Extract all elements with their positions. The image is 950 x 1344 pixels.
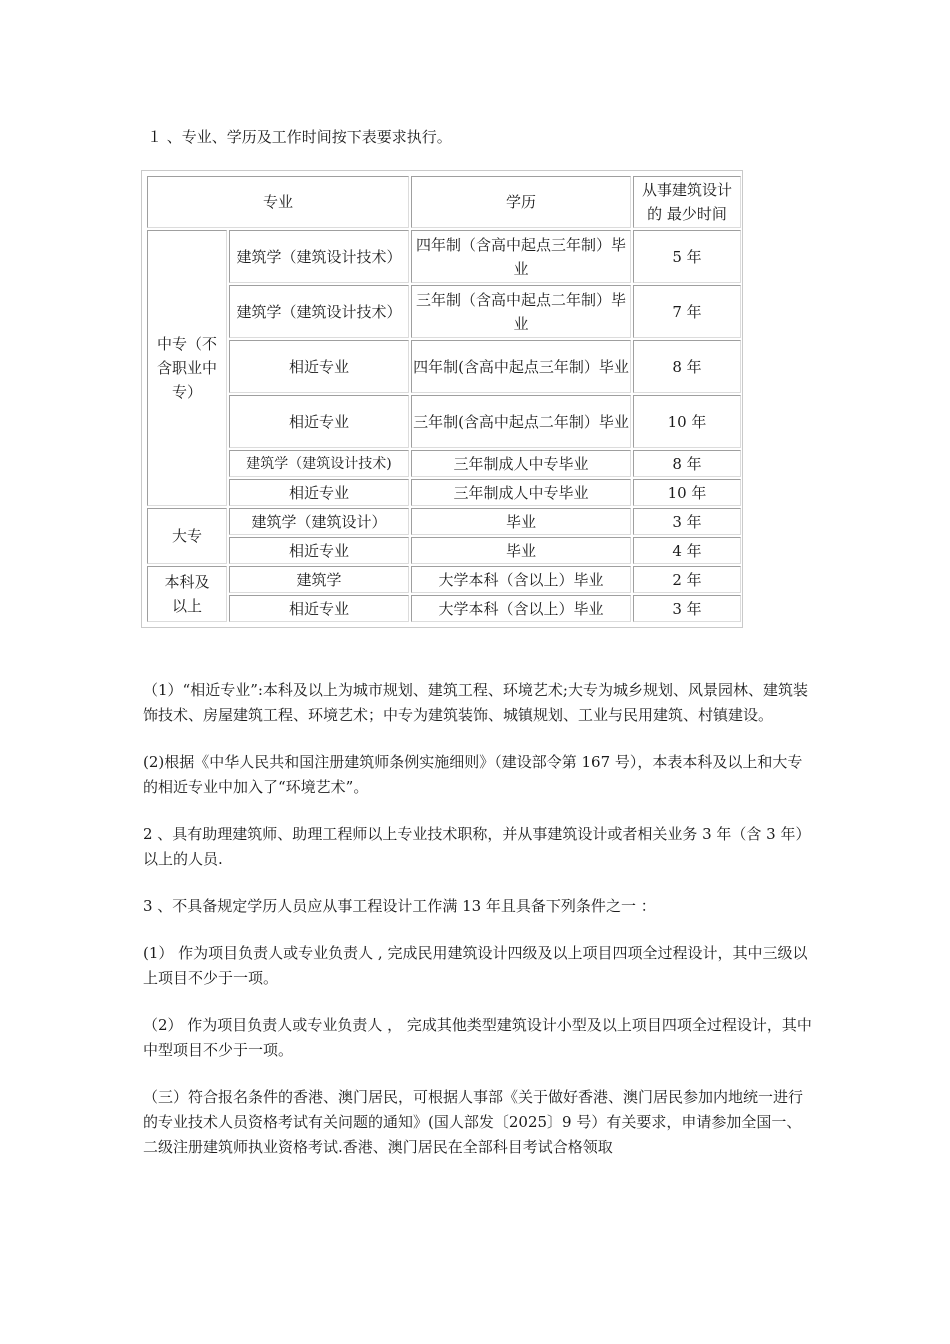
table-row [147, 595, 741, 622]
cell-education: 三年制成人中专毕业 [411, 479, 631, 506]
condition-item-1: (1） 作为项目负责人或专业负责人 , 完成民用建筑设计四级及以上项目四项全过程设计，其中三级以上项目不少于一项。 [143, 944, 808, 987]
table-row [147, 395, 741, 448]
cell-major: 建筑学（建筑设计技术) [229, 450, 409, 477]
cell-education: 三年制(含高中起点二年制）毕业 [411, 395, 631, 448]
cell-years: 7 年 [633, 285, 741, 338]
intro-heading: １ 、专业、学历及工作时间按下表要求执行。 [147, 128, 452, 146]
cell-education: 毕业 [411, 537, 631, 564]
condition-title-holders: 2 、具有助理建筑师、助理工程师以上专业技术职称，并从事建筑设计或者相关业务 3 年（含 3 年）以上的人员. [143, 825, 811, 868]
table-row [147, 230, 741, 283]
cell-education: 三年制（含高中起点二年制）毕业 [411, 285, 631, 338]
table-row [147, 340, 741, 393]
cell-major: 建筑学（建筑设计技术） [229, 230, 409, 283]
header-min-time: 从事建筑设计的 最少时间 [633, 176, 741, 228]
cell-major: 建筑学 [229, 566, 409, 593]
cell-major: 相近专业 [229, 595, 409, 622]
cell-major: 相近专业 [229, 395, 409, 448]
cell-years: 10 年 [633, 395, 741, 448]
cell-years: 2 年 [633, 566, 741, 593]
table-row [147, 566, 741, 593]
table-row [147, 285, 741, 338]
cell-years: 4 年 [633, 537, 741, 564]
cell-major: 相近专业 [229, 479, 409, 506]
cell-education: 三年制成人中专毕业 [411, 450, 631, 477]
table-row [147, 508, 741, 535]
cell-years: 8 年 [633, 340, 741, 393]
cell-major: 相近专业 [229, 340, 409, 393]
cell-major: 相近专业 [229, 537, 409, 564]
group-secondary: 中专（不含职业中专） [147, 230, 227, 506]
note-related-majors: （1）“相近专业”:本科及以上为城市规划、建筑工程、环境艺术;大专为城乡规划、风景园林、建筑装饰技术、房屋建筑工程、环境艺术；中专为建筑装饰、城镇规划、工业与民用建筑、村镇建设。 [143, 681, 808, 724]
cell-education: 四年制(含高中起点三年制）毕业 [411, 340, 631, 393]
condition-no-degree: 3 、不具备规定学历人员应从事工程设计工作满 13 年且具备下列条件之一 ： [143, 897, 656, 915]
cell-education: 毕业 [411, 508, 631, 535]
requirements-table-frame [141, 170, 743, 628]
cell-major: 建筑学（建筑设计） [229, 508, 409, 535]
header-major: 专业 [147, 176, 409, 228]
note-regulation: (2)根据《中华人民共和国注册建筑师条例实施细则》（建设部令第 167 号），本表本科及以上和大专的相近专业中加入了“环境艺术”。 [143, 753, 803, 796]
cell-education: 四年制（含高中起点三年制）毕业 [411, 230, 631, 283]
header-education: 学历 [411, 176, 631, 228]
condition-item-2: （2） 作为项目负责人或专业负责人 ， 完成其他类型建筑设计小型及以上项目四项全过程设计，其中中型项目不少于一项。 [143, 1016, 812, 1059]
group-junior-college: 大专 [147, 508, 227, 564]
cell-education: 大学本科（含以上）毕业 [411, 595, 631, 622]
cell-education: 大学本科（含以上）毕业 [411, 566, 631, 593]
requirements-table [145, 174, 743, 624]
hk-macao-residents: （三）符合报名条件的香港、澳门居民，可根据人事部《关于做好香港、澳门居民参加内地统一进行的专业技术人员资格考试有关问题的通知》(国人部发〔2025〕9 号）有关要求，申请参加全国一、二级注册建筑师执业资格考试.香港、澳门居民在全部科目考试合格领取 [143, 1088, 804, 1156]
cell-years: 10 年 [633, 479, 741, 506]
table-row [147, 479, 741, 506]
cell-major: 建筑学（建筑设计技术） [229, 285, 409, 338]
cell-years: 3 年 [633, 508, 741, 535]
table-header-row [147, 176, 741, 228]
cell-years: 3 年 [633, 595, 741, 622]
cell-years: 8 年 [633, 450, 741, 477]
body-text [143, 678, 815, 1182]
group-bachelor: 本科及以上 [147, 566, 227, 622]
cell-years: 5 年 [633, 230, 741, 283]
table-row [147, 450, 741, 477]
table-row [147, 537, 741, 564]
